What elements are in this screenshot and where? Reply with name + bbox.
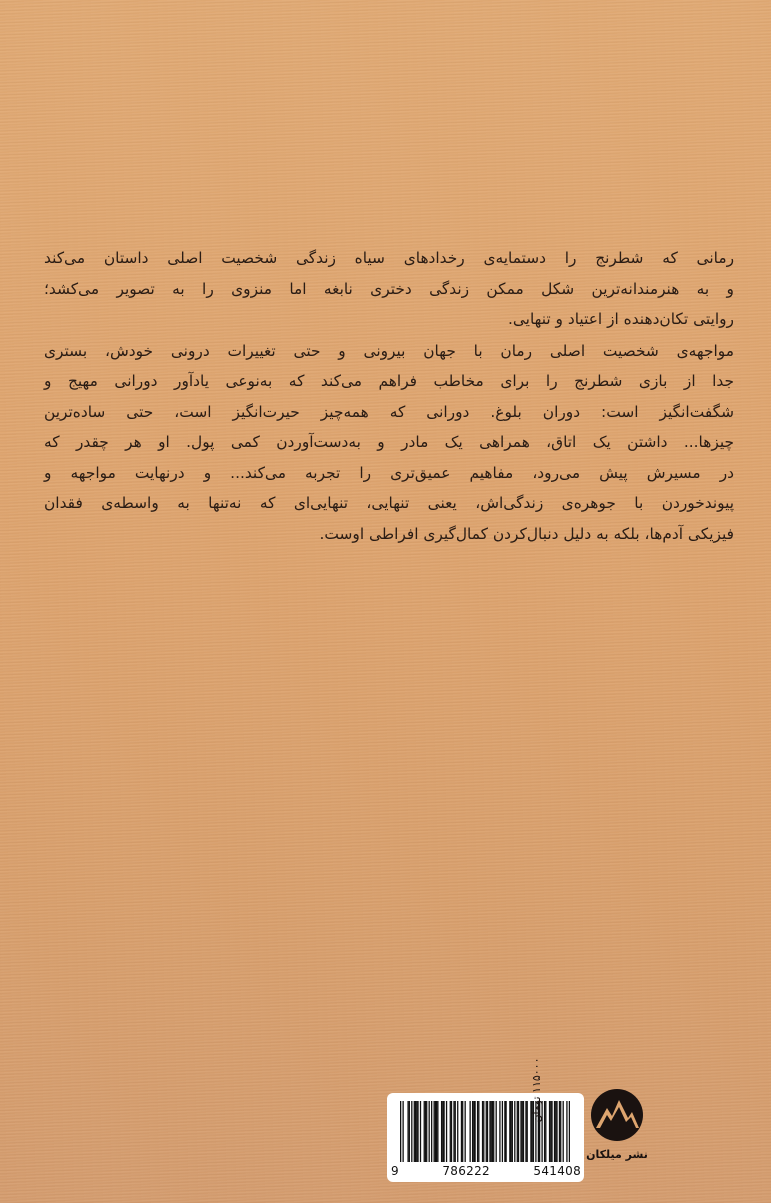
publisher-name: نشر میلکان <box>586 1148 648 1161</box>
blurb-line: پیوندخوردن با جوهره‌ی زندگی‌اش، یعنی تنهایی، تنهایی‌ای که نه‌تنها به واسطه‌ی فقدان <box>44 494 734 512</box>
publisher-logo <box>586 1088 648 1182</box>
blurb-line: و به هنرمندانه‌ترین شکل ممکن زندگی دختری نابغه اما منزوی را به تصویر می‌کشد؛ <box>44 279 734 298</box>
isbn-barcode <box>387 1093 584 1182</box>
blurb-line: فیزیکی آدم‌ها، بلکه به دلیل دنبال‌کردن کمال‌گیری افراطی اوست. <box>319 524 734 543</box>
blurb-paragraph-2 <box>44 336 734 550</box>
blurb-line: جدا از بازی شطرنج را برای مخاطب فراهم می‌کند که به‌نوعی یادآور دورانی مهیج و <box>44 372 734 390</box>
mountain-peaks-icon <box>590 1088 644 1142</box>
blurb-line: مواجهه‌ی شخصیت اصلی رمان با جهان بیرونی و حتی تغییرات درونی خودش، بستری <box>44 341 734 360</box>
isbn-group-1: 786222 <box>442 1164 490 1178</box>
blurb-line: روایتی تکان‌دهنده از اعتیاد و تنهایی. <box>507 310 734 328</box>
back-cover-blurb <box>44 243 734 549</box>
barcode-bars <box>400 1101 570 1162</box>
blurb-line: شگفت‌انگیز است: دوران بلوغ. دورانی که همه‌چیز حیرت‌انگیز است، حتی ساده‌ترین <box>44 402 734 421</box>
blurb-line: در مسیرش پیش می‌رود، مفاهیم عمیق‌تری را تجربه می‌کند... و درنهایت مواجهه و <box>44 463 734 482</box>
blurb-line: رمانی که شطرنج را دستمایه‌ی رخدادهای سیاه زندگی شخصیت اصلی داستان می‌کند <box>44 249 734 267</box>
isbn-group-2: 541408 <box>533 1164 581 1178</box>
blurb-paragraph-1 <box>44 243 734 335</box>
price-label: ۱۱۵۰۰۰ تومان <box>530 1057 543 1123</box>
isbn-prefix: 9 <box>391 1164 399 1178</box>
blurb-line: چیزها... داشتن یک اتاق، همراهی یک مادر و به‌دست‌آوردن کمی پول. او هر چقدر که <box>44 433 734 451</box>
isbn-digits <box>391 1164 581 1178</box>
